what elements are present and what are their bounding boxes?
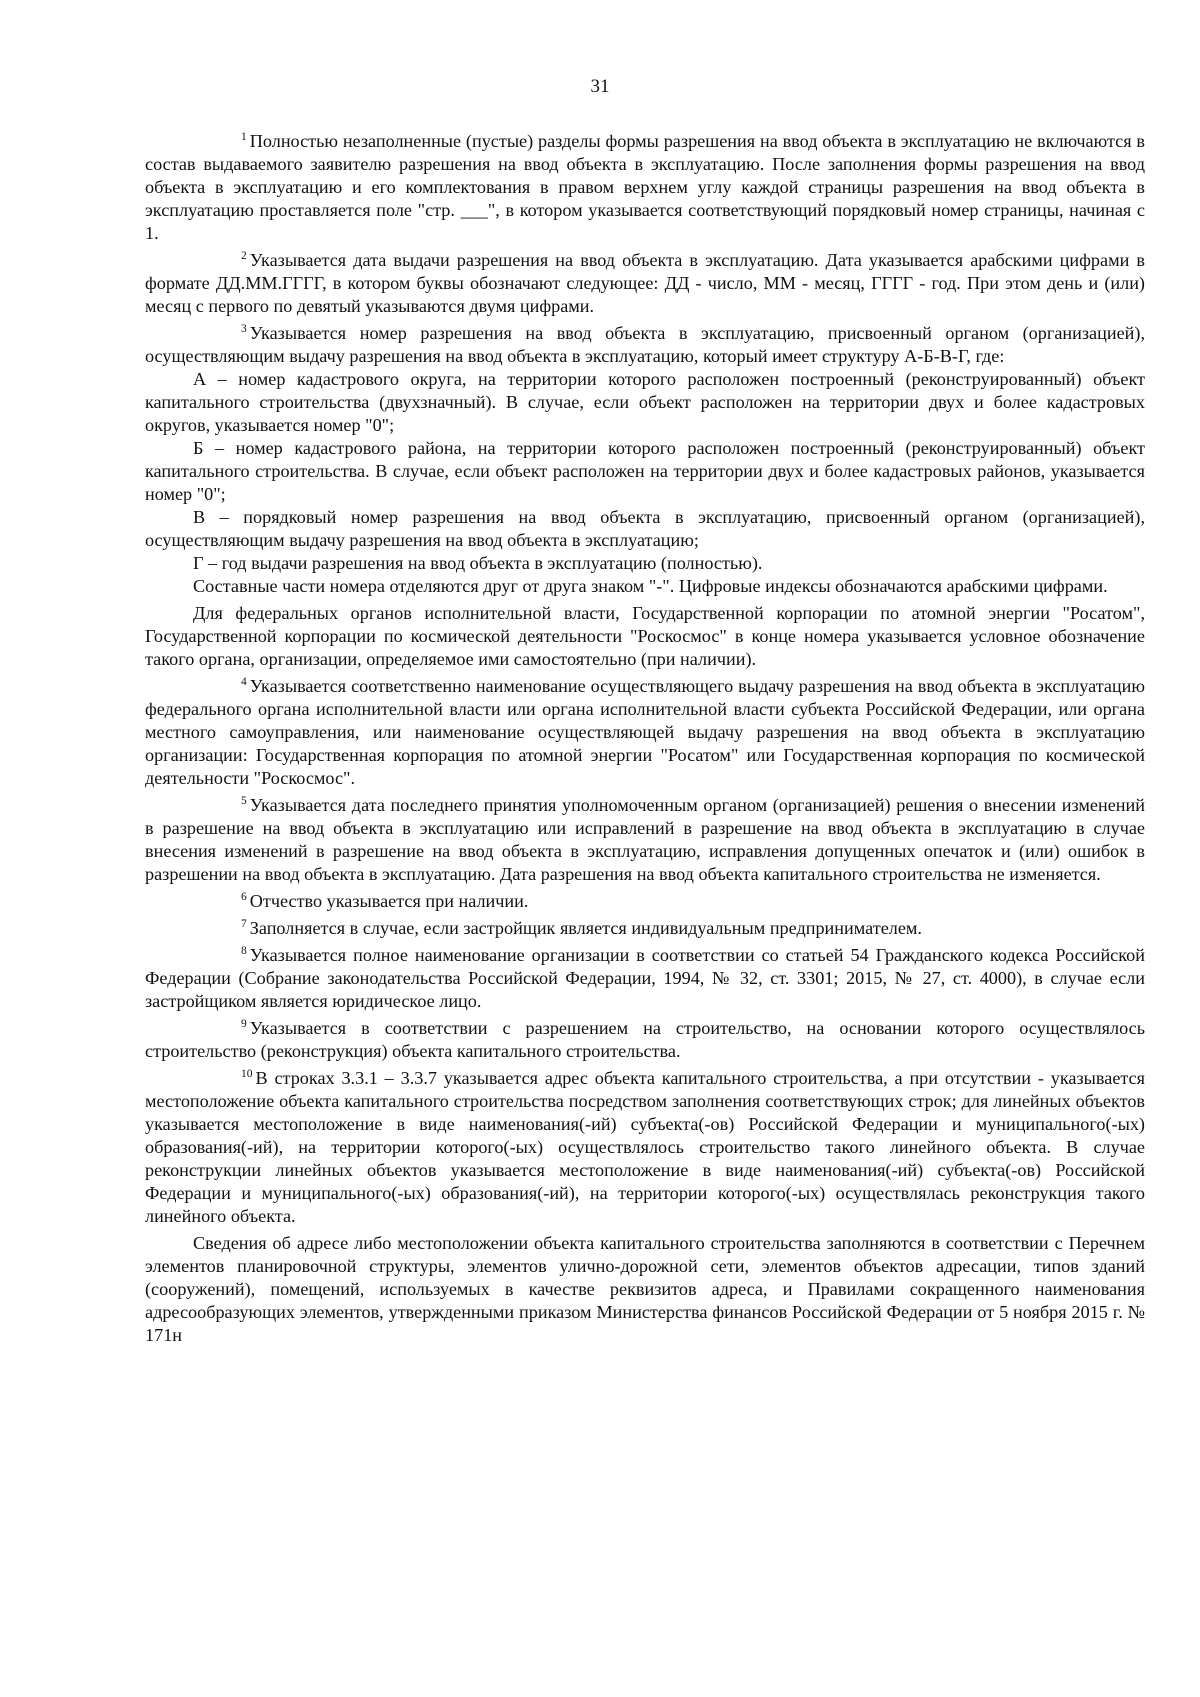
number-separator-note [145, 575, 1145, 598]
footnote-text: Указывается номер разрешения на ввод объекта в эксплуатацию, присвоенный органом (организацией), осуществляющим выдачу разрешения на ввод объекта в эксплуатацию, который имеет структуру А-Б-В-Г, где: [145, 323, 1145, 366]
number-part-a [145, 368, 1145, 437]
footnote-text: Заполняется в случае, если застройщик является индивидуальным предпринимателем. [249, 918, 922, 938]
footnote-3: 3 Указывается номер разрешения на ввод объекта в эксплуатацию, присвоенный органом (организацией), осуществляющим выдачу разрешения на ввод объекта в эксплуатацию, который имеет структуру А-Б-В-Г, где: [145, 322, 1145, 366]
footnote-7: 7 Заполняется в случае, если застройщик является индивидуальным предпринимателем. [241, 917, 922, 938]
footnote-text: Полностью незаполненные (пустые) разделы формы разрешения на ввод объекта в эксплуатацию не включаются в состав выдаваемого заявителю разрешения на ввод объекта в эксплуатацию. После заполнения формы разрешения на ввод объекта в эксплуатацию и его комплектования в правом верхнем углу каждой страницы разрешения на ввод объекта в эксплуатацию проставляется поле "стр. ___", в котором указывается соответствующий порядковый номер страницы, начиная с 1. [145, 131, 1145, 243]
footnote-text: В строках 3.3.1 – 3.3.7 указывается адрес объекта капитального строительства, а при отсутствии - указывается местоположение объекта капитального строительства посредством заполнения соответствующих строк; для линейных объектов указывается местоположение в виде наименования(-ий) субъекта(-ов) Российской Федерации и муниципального(-ых) образования(-ий), на территории которого(-ых) осуществлялось строительство такого линейного объекта. В случае реконструкции линейных объектов указывается местоположение в виде наименования(-ий) субъекта(-ов) Российской Федерации и муниципального(-ых) образования(-ий), на территории которого(-ых) осуществлялась реконструкция такого линейного объекта. [145, 1068, 1145, 1226]
footnote-1: 1 Полностью незаполненные (пустые) разделы формы разрешения на ввод объекта в эксплуатацию не включаются в состав выдаваемого заявителю разрешения на ввод объекта в эксплуатацию. После заполнения формы разрешения на ввод объекта в эксплуатацию и его комплектования в правом верхнем углу каждой страницы разрешения на ввод объекта в эксплуатацию проставляется поле "стр. ___", в котором указывается соответствующий порядковый номер страницы, начиная с 1. [145, 130, 1145, 243]
footnote-2: 2 Указывается дата выдачи разрешения на ввод объекта в эксплуатацию. Дата указывается арабскими цифрами в формате ДД.ММ.ГГГГ, в котором буквы обозначают следующее: ДД - число, ММ - месяц, ГГГГ - год. При этом день и (или) месяц с первого по девятый указываются двумя цифрами. [145, 249, 1145, 316]
footnote-text: Указывается соответственно наименование осуществляющего выдачу разрешения на ввод объекта в эксплуатацию федерального органа исполнительной власти или органа исполнительной власти субъекта Российской Федерации, или органа местного самоуправления, или наименование осуществляющей выдачу разрешения на ввод объекта в эксплуатацию организации: Государственная корпорация по атомной энергии "Росатом" или Государственная корпорация по космической деятельности "Роскосмос". [145, 676, 1145, 788]
footnote-6: 6 Отчество указывается при наличии. [241, 890, 529, 911]
federal-organs-note [145, 602, 1145, 671]
paragraph-text: Составные части номера отделяются друг от друга знаком "-". Цифровые индексы обозначаются арабскими цифрами. [193, 576, 1108, 596]
footnote-text: Указывается в соответствии с разрешением на строительство, на основании которого осуществлялось строительство (реконструкция) объекта капитального строительства. [145, 1018, 1145, 1061]
footnote-text: Указывается дата последнего принятия уполномоченным органом (организацией) решения о внесении изменений в разрешение на ввод объекта в эксплуатацию или исправлений в разрешение на ввод объекта в эксплуатацию в случае внесения изменений в разрешение на ввод объекта в эксплуатацию, исправления допущенных опечаток и (или) ошибок в разрешении на ввод объекта в эксплуатацию. Дата разрешения на ввод объекта капитального строительства не изменяется. [145, 795, 1145, 884]
footnotes-body [145, 130, 1145, 1347]
page-number: 31 [590, 76, 610, 97]
paragraph-text: В – порядковый номер разрешения на ввод объекта в эксплуатацию, присвоенный органом (организацией), осуществляющим выдачу разрешения на ввод объекта в эксплуатацию; [145, 507, 1145, 550]
footnote-10: 10 В строках 3.3.1 – 3.3.7 указывается адрес объекта капитального строительства, а при отсутствии - указывается местоположение объекта капитального строительства посредством заполнения соответствующих строк; для линейных объектов указывается местоположение в виде наименования(-ий) субъекта(-ов) Российской Федерации и муниципального(-ых) образования(-ий), на территории которого(-ых) осуществлялось строительство такого линейного объекта. В случае реконструкции линейных объектов указывается местоположение в виде наименования(-ий) субъекта(-ов) Российской Федерации и муниципального(-ых) образования(-ий), на территории которого(-ых) осуществлялась реконструкция такого линейного объекта. [145, 1067, 1145, 1226]
footnote-5: 5 Указывается дата последнего принятия уполномоченным органом (организацией) решения о внесении изменений в разрешение на ввод объекта в эксплуатацию или исправлений в разрешение на ввод объекта в эксплуатацию в случае внесения изменений в разрешение на ввод объекта в эксплуатацию, исправления допущенных опечаток и (или) ошибок в разрешении на ввод объекта в эксплуатацию. Дата разрешения на ввод объекта капитального строительства не изменяется. [145, 794, 1145, 884]
footnote-text: Указывается дата выдачи разрешения на ввод объекта в эксплуатацию. Дата указывается арабскими цифрами в формате ДД.ММ.ГГГГ, в котором буквы обозначают следующее: ДД - число, ММ - месяц, ГГГГ - год. При этом день и (или) месяц с первого по девятый указываются двумя цифрами. [145, 250, 1145, 316]
paragraph-text: Г – год выдачи разрешения на ввод объекта в эксплуатацию (полностью). [193, 553, 763, 573]
footnote-text: Отчество указывается при наличии. [249, 891, 529, 911]
footnote-4: 4 Указывается соответственно наименование осуществляющего выдачу разрешения на ввод объекта в эксплуатацию федерального органа исполнительной власти или органа исполнительной власти субъекта Российской Федерации, или органа местного самоуправления, или наименование осуществляющей выдачу разрешения на ввод объекта в эксплуатацию организации: Государственная корпорация по атомной энергии "Росатом" или Государственная корпорация по космической деятельности "Роскосмос". [145, 675, 1145, 788]
footnote-text: Указывается полное наименование организации в соответствии со статьей 54 Гражданского кодекса Российской Федерации (Собрание законодательства Российской Федерации, 1994, № 32, ст. 3301; 2015, № 27, ст. 4000), в случае если застройщиком является юридическое лицо. [145, 945, 1145, 1011]
paragraph-text: А – номер кадастрового округа, на территории которого расположен построенный (реконструированный) объект капитального строительства (двухзначный). В случае, если объект расположен на территории двух и более кадастровых округов, указывается номер "0"; [145, 369, 1145, 435]
number-part-v [145, 506, 1145, 552]
address-info-note [145, 1232, 1145, 1347]
number-part-g [145, 552, 1145, 575]
paragraph-text: Для федеральных органов исполнительной власти, Государственной корпорации по атомной энергии "Росатом", Государственной корпорации по космической деятельности "Роскосмос" в конце номера указывается условное обозначение такого органа, организации, определяемое ими самостоятельно (при наличии). [145, 603, 1145, 669]
paragraph-text: Б – номер кадастрового района, на территории которого расположен построенный (реконструированный) объект капитального строительства. В случае, если объект расположен на территории двух и более кадастровых районов, указывается номер "0"; [145, 438, 1145, 504]
footnote-8: 8 Указывается полное наименование организации в соответствии со статьей 54 Гражданского кодекса Российской Федерации (Собрание законодательства Российской Федерации, 1994, № 32, ст. 3301; 2015, № 27, ст. 4000), в случае если застройщиком является юридическое лицо. [145, 944, 1145, 1011]
footnote-9: 9 Указывается в соответствии с разрешением на строительство, на основании которого осуществлялось строительство (реконструкция) объекта капитального строительства. [145, 1017, 1145, 1061]
paragraph-text: Сведения об адресе либо местоположении объекта капитального строительства заполняются в соответствии с Перечнем элементов планировочной структуры, элементов улично-дорожной сети, элементов объектов адресации, типов зданий (сооружений), помещений, используемых в качестве реквизитов адреса, и Правилами сокращенного наименования адресообразующих элементов, утвержденными приказом Министерства финансов Российской Федерации от 5 ноября 2015 г. № 171н [145, 1233, 1145, 1345]
number-part-b [145, 437, 1145, 506]
